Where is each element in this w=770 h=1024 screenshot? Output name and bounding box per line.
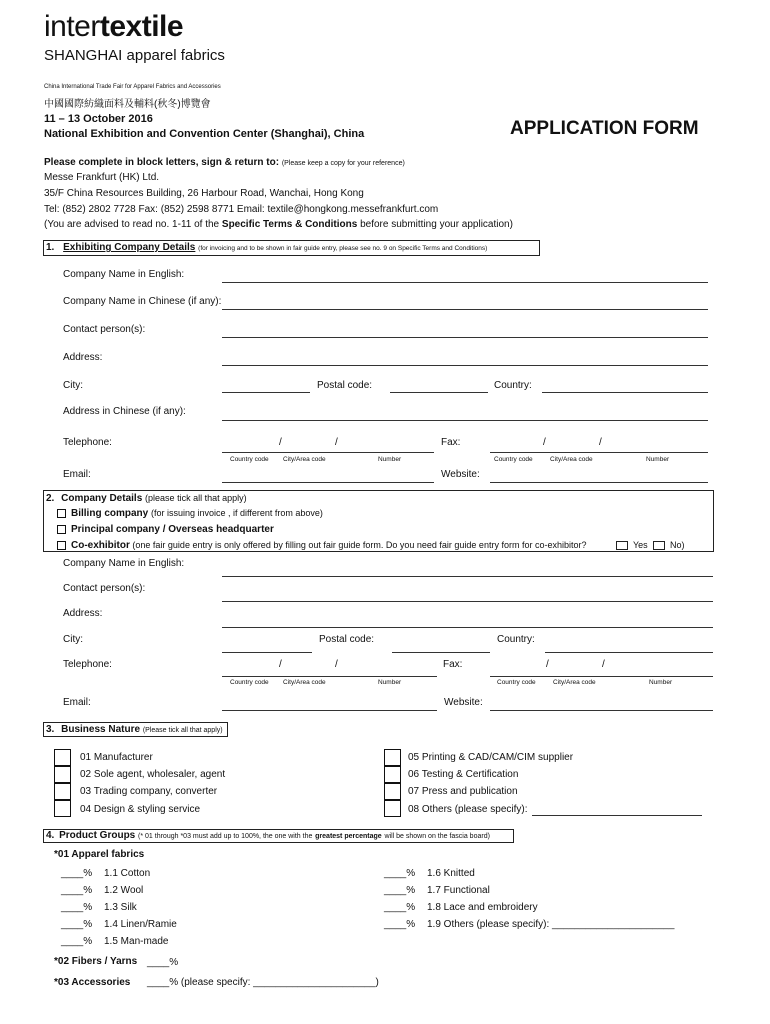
s2-tel-slash-1: / <box>279 659 282 670</box>
section2-title: Company Details <box>61 493 143 504</box>
pg-1-7-label: 1.7 Functional <box>427 885 490 896</box>
s2-postal-field[interactable] <box>392 652 490 653</box>
pg-1-9-label: 1.9 Others (please specify): ______________________ <box>427 919 675 930</box>
section4-note-bold: greatest percentage <box>315 833 382 840</box>
section2-number: 2. <box>46 493 55 504</box>
fair-name-en: China International Trade Fair for Apparel Fabrics and Accessories <box>44 84 221 90</box>
section2-note: (please tick all that apply) <box>145 493 247 503</box>
nature-02-checkbox[interactable] <box>54 766 71 783</box>
terms-advice-bold: Specific Terms & Conditions <box>221 219 358 230</box>
pg-1-2-pct[interactable]: ____% <box>61 885 93 896</box>
section4-number: 4. <box>46 830 55 841</box>
s1-fax-number: Number <box>646 456 670 463</box>
section3-note: (Please tick all that apply) <box>142 727 223 734</box>
s2-fax-field[interactable] <box>490 676 713 677</box>
coex-yes-checkbox[interactable] <box>616 541 628 550</box>
nature-01-checkbox[interactable] <box>54 749 71 766</box>
coexhibitor-label: Co-exhibitor <box>71 540 130 551</box>
s2-tel-country-code: Country code <box>230 679 269 686</box>
s1-country-field[interactable] <box>542 392 708 393</box>
billing-checkbox[interactable] <box>57 509 66 518</box>
billing-option <box>71 508 323 519</box>
pg-1-8-label: 1.8 Lace and embroidery <box>427 902 538 913</box>
s1-name-cn-field[interactable] <box>222 309 708 310</box>
s2-name-en-field[interactable] <box>222 576 713 577</box>
section3-number: 3. <box>46 724 55 735</box>
return-address: 35/F China Resources Building, 26 Harbour Road, Wanchai, Hong Kong <box>44 188 364 199</box>
s1-tel-number: Number <box>378 456 402 463</box>
section4-note-post: will be shown on the fascia board) <box>384 833 490 840</box>
s1-address-field[interactable] <box>222 365 708 366</box>
s1-website-field[interactable] <box>490 482 708 483</box>
logo <box>44 10 183 44</box>
s1-fax-slash-2: / <box>599 437 602 448</box>
pg-1-1-label: 1.1 Cotton <box>104 868 151 879</box>
terms-advice <box>44 219 513 230</box>
pg-1-1-pct[interactable]: ____% <box>61 868 93 879</box>
coex-no-label: No) <box>670 540 685 550</box>
s2-fax-slash-2: / <box>602 659 605 670</box>
s1-email-field[interactable] <box>222 482 434 483</box>
s2-tel-number: Number <box>378 679 402 686</box>
pg-1-6-pct[interactable]: ____% <box>384 868 416 879</box>
s2-fax-area-code: City/Area code <box>553 679 596 686</box>
s2-country-field[interactable] <box>545 652 713 653</box>
terms-advice-pre: (You are advised to read no. 1-11 of the <box>44 219 220 230</box>
instructions-lead-text: Please complete in block letters, sign & return to: <box>44 157 280 168</box>
pg-1-6-label: 1.6 Knitted <box>427 868 475 879</box>
nature-06-checkbox[interactable] <box>384 766 401 783</box>
s1-fax-label: Fax: <box>441 437 461 448</box>
pg-1-3-pct[interactable]: ____% <box>61 902 93 913</box>
fair-venue: National Exhibition and Convention Center (Shanghai), China <box>44 128 365 140</box>
nature-04-label: 04 Design & styling service <box>80 804 201 815</box>
section1-heading <box>46 242 487 253</box>
s2-contact-label: Contact person(s): <box>63 583 146 594</box>
coexhibitor-option <box>71 540 586 551</box>
group-01-title: *01 Apparel fabrics <box>54 849 145 860</box>
s1-telephone-field[interactable] <box>222 452 434 453</box>
s1-city-label: City: <box>63 380 83 391</box>
s1-name-cn-label: Company Name in Chinese (if any): <box>63 296 222 307</box>
nature-05-label: 05 Printing & CAD/CAM/CIM supplier <box>408 752 574 763</box>
s1-email-label: Email: <box>63 469 91 480</box>
logo-bold: textile <box>99 10 184 43</box>
pg-1-7-pct[interactable]: ____% <box>384 885 416 896</box>
pg-1-3-label: 1.3 Silk <box>104 902 137 913</box>
s2-contact-field[interactable] <box>222 601 713 602</box>
nature-06-label: 06 Testing & Certification <box>408 769 519 780</box>
s1-tel-slash-1: / <box>279 437 282 448</box>
s2-fax-label: Fax: <box>443 659 463 670</box>
pg-1-2-label: 1.2 Wool <box>104 885 144 896</box>
s1-tel-slash-2: / <box>335 437 338 448</box>
s2-city-label: City: <box>63 634 83 645</box>
section3-heading <box>46 724 223 735</box>
return-company: Messe Frankfurt (HK) Ltd. <box>44 172 160 183</box>
s1-name-en-label: Company Name in English: <box>63 269 185 280</box>
s2-telephone-field[interactable] <box>222 676 437 677</box>
section2-heading <box>46 493 247 504</box>
coexhibitor-checkbox[interactable] <box>57 541 66 550</box>
coex-yes-label: Yes <box>633 540 648 550</box>
s1-name-en-field[interactable] <box>222 282 708 283</box>
instructions-lead-note: (Please keep a copy for your reference) <box>281 160 405 167</box>
s2-fax-number: Number <box>649 679 673 686</box>
nature-08-label: 08 Others (please specify): <box>408 804 528 815</box>
s1-fax-country-code: Country code <box>494 456 533 463</box>
s1-telephone-label: Telephone: <box>63 437 112 448</box>
pg-1-9-pct[interactable]: ____% <box>384 919 416 930</box>
nature-03-checkbox[interactable] <box>54 783 71 800</box>
s1-fax-area-code: City/Area code <box>550 456 593 463</box>
nature-08-checkbox[interactable] <box>384 800 401 817</box>
s1-postal-label: Postal code: <box>317 380 373 391</box>
s2-name-en-label: Company Name in English: <box>63 558 185 569</box>
s1-tel-country-code: Country code <box>230 456 269 463</box>
nature-07-label: 07 Press and publication <box>408 786 518 797</box>
s1-website-label: Website: <box>441 469 480 480</box>
s2-telephone-label: Telephone: <box>63 659 112 670</box>
s2-city-field[interactable] <box>222 652 312 653</box>
s2-country-label: Country: <box>497 634 535 645</box>
nature-04-checkbox[interactable] <box>54 800 71 817</box>
principal-checkbox[interactable] <box>57 525 66 534</box>
s1-address-label: Address: <box>63 352 103 363</box>
s2-tel-slash-2: / <box>335 659 338 670</box>
nature-08-specify-field[interactable] <box>532 815 702 816</box>
s2-tel-area-code: City/Area code <box>283 679 326 686</box>
group-03-pct[interactable]: ____% (please specify: ______________________) <box>147 977 379 988</box>
s1-country-label: Country: <box>494 380 532 391</box>
s2-fax-country-code: Country code <box>497 679 536 686</box>
billing-note: (for issuing invoice , if different from above) <box>151 508 323 518</box>
s1-postal-field[interactable] <box>390 392 488 393</box>
section1-number: 1. <box>46 242 55 253</box>
s2-fax-slash-1: / <box>546 659 549 670</box>
fair-dates: 11 – 13 October 2016 <box>44 113 153 125</box>
nature-01-label: 01 Manufacturer <box>80 752 153 763</box>
pg-1-8-pct[interactable]: ____% <box>384 902 416 913</box>
section4-heading <box>46 830 490 841</box>
billing-label: Billing company <box>71 508 149 519</box>
nature-05-checkbox[interactable] <box>384 749 401 766</box>
s1-address-cn-label: Address in Chinese (if any): <box>63 406 186 417</box>
s1-fax-slash-1: / <box>543 437 546 448</box>
s1-contact-field[interactable] <box>222 337 708 338</box>
pg-1-5-pct[interactable]: ____% <box>61 936 93 947</box>
pg-1-4-pct[interactable]: ____% <box>61 919 93 930</box>
nature-03-label: 03 Trading company, converter <box>80 786 218 797</box>
nature-02-label: 02 Sole agent, wholesaler, agent <box>80 769 226 780</box>
section3-title: Business Nature <box>61 724 141 735</box>
principal-label: Principal company / Overseas headquarter <box>71 524 274 535</box>
s1-tel-area-code: City/Area code <box>283 456 326 463</box>
s1-fax-field[interactable] <box>490 452 708 453</box>
s1-contact-label: Contact person(s): <box>63 324 146 335</box>
terms-advice-post: before submitting your application) <box>360 219 513 230</box>
s2-email-field[interactable] <box>222 710 437 711</box>
section4-title: Product Groups <box>59 830 136 841</box>
s1-address-cn-field[interactable] <box>222 420 708 421</box>
s2-address-field[interactable] <box>222 627 713 628</box>
coexhibitor-note: (one fair guide entry is only offered by filling out fair guide form. Do you need fair guide entry form for co-exhibitor? <box>132 540 587 550</box>
pg-1-5-label: 1.5 Man-made <box>104 936 169 947</box>
pg-1-4-label: 1.4 Linen/Ramie <box>104 919 177 930</box>
s2-address-label: Address: <box>63 608 103 619</box>
group-02-pct[interactable]: ____% <box>147 957 179 968</box>
section4-note-pre: (* 01 through *03 must add up to 100%, the one with the <box>138 833 313 840</box>
s2-website-field[interactable] <box>490 710 713 711</box>
instructions-lead <box>44 157 405 168</box>
section1-title: Exhibiting Company Details <box>63 242 196 253</box>
nature-07-checkbox[interactable] <box>384 783 401 800</box>
fair-name-cn: 中國國際紡織面料及輔料(秋冬)博覽會 <box>44 99 211 110</box>
s2-email-label: Email: <box>63 697 91 708</box>
group-03-title: *03 Accessories <box>54 977 131 988</box>
s2-website-label: Website: <box>444 697 483 708</box>
s1-city-field[interactable] <box>222 392 310 393</box>
form-title: APPLICATION FORM <box>510 118 699 139</box>
return-contact: Tel: (852) 2802 7728 Fax: (852) 2598 8771 Email: textile@hongkong.messefrankfurt.com <box>44 204 439 215</box>
group-02-title: *02 Fibers / Yarns <box>54 956 138 967</box>
logo-subtitle: SHANGHAI apparel fabrics <box>44 47 225 64</box>
s2-postal-label: Postal code: <box>319 634 375 645</box>
logo-light: inter <box>44 10 100 43</box>
section1-note: (for invoicing and to be shown in fair guide entry, please see no. 9 on Specific Terms and Conditions) <box>198 245 488 252</box>
coex-no-checkbox[interactable] <box>653 541 665 550</box>
